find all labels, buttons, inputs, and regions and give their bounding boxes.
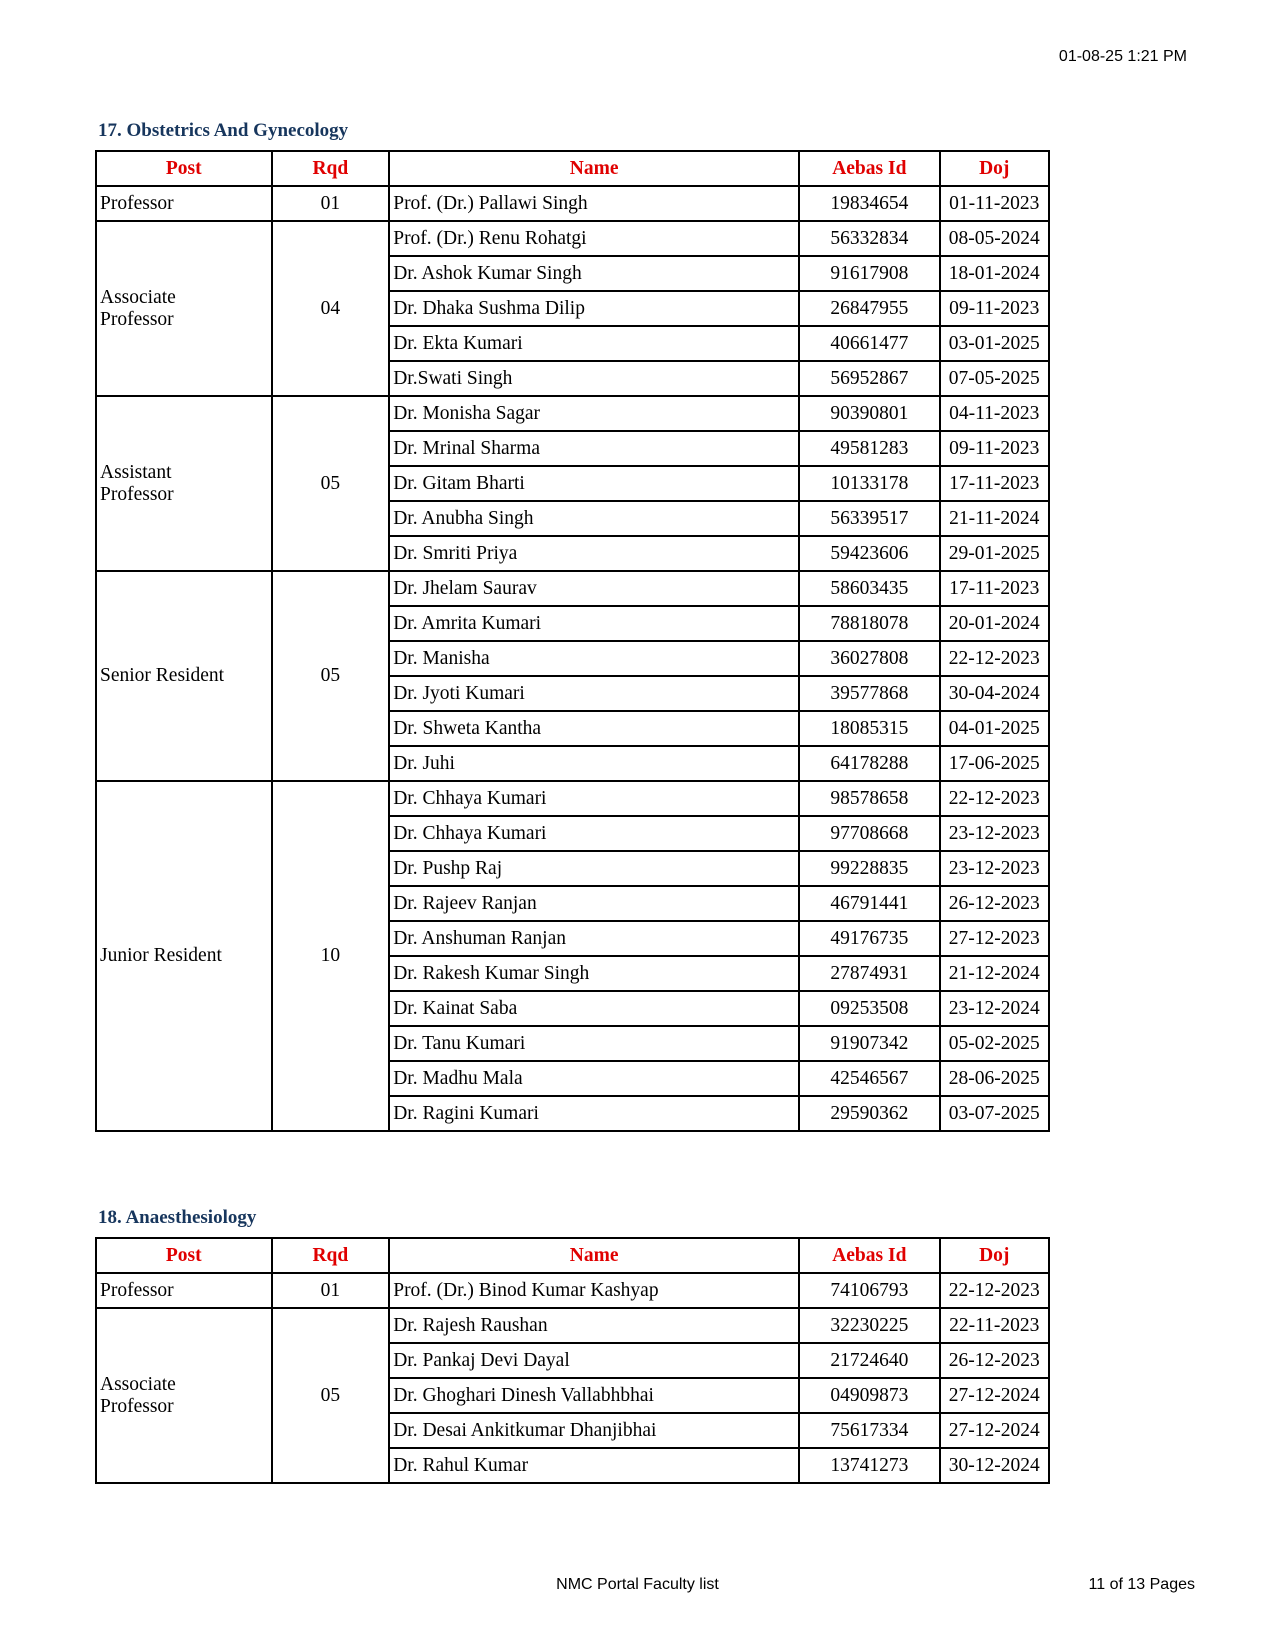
name-cell: Dr. Rajeev Ranjan: [389, 886, 799, 921]
name-cell: Dr. Rakesh Kumar Singh: [389, 956, 799, 991]
name-cell: Dr. Manisha: [389, 641, 799, 676]
name-cell: Dr. Tanu Kumari: [389, 1026, 799, 1061]
name-cell: Dr. Pushp Raj: [389, 851, 799, 886]
aebas-id-cell: 64178288: [799, 746, 939, 781]
doj-cell: 04-11-2023: [940, 396, 1049, 431]
doj-cell: 17-11-2023: [940, 571, 1049, 606]
doj-cell: 30-04-2024: [940, 676, 1049, 711]
aebas-id-cell: 27874931: [799, 956, 939, 991]
post-cell: Assistant Professor: [96, 396, 272, 571]
name-cell: Dr. Chhaya Kumari: [389, 816, 799, 851]
rqd-cell: 05: [272, 396, 390, 571]
doj-cell: 20-01-2024: [940, 606, 1049, 641]
aebas-id-cell: 32230225: [799, 1308, 939, 1343]
aebas-id-cell: 74106793: [799, 1273, 939, 1308]
aebas-id-cell: 21724640: [799, 1343, 939, 1378]
aebas-id-cell: 36027808: [799, 641, 939, 676]
post-cell: Professor: [96, 186, 272, 221]
name-cell: Dr. Dhaka Sushma Dilip: [389, 291, 799, 326]
table-row: [96, 396, 1049, 431]
post-cell: Senior Resident: [96, 571, 272, 781]
doj-cell: 23-12-2023: [940, 851, 1049, 886]
aebas-id-cell: 98578658: [799, 781, 939, 816]
table-body: [96, 1273, 1049, 1483]
table-body: [96, 186, 1049, 1131]
name-cell: Dr. Desai Ankitkumar Dhanjibhai: [389, 1413, 799, 1448]
header-doj: Doj: [940, 151, 1049, 186]
doj-cell: 26-12-2023: [940, 886, 1049, 921]
rqd-cell: 05: [272, 571, 390, 781]
aebas-id-cell: 97708668: [799, 816, 939, 851]
section-title-anaesthesiology: 18. Anaesthesiology: [98, 1207, 257, 1228]
name-cell: Dr. Kainat Saba: [389, 991, 799, 1026]
table-row: [96, 1308, 1049, 1343]
header-rqd: Rqd: [272, 1238, 390, 1273]
aebas-id-cell: 91907342: [799, 1026, 939, 1061]
name-cell: Dr. Chhaya Kumari: [389, 781, 799, 816]
header-aebas-id: Aebas Id: [799, 1238, 939, 1273]
aebas-id-cell: 58603435: [799, 571, 939, 606]
aebas-id-cell: 78818078: [799, 606, 939, 641]
doj-cell: 17-11-2023: [940, 466, 1049, 501]
name-cell: Dr. Ekta Kumari: [389, 326, 799, 361]
table-header-row: [96, 1238, 1049, 1273]
doj-cell: 07-05-2025: [940, 361, 1049, 396]
doj-cell: 22-12-2023: [940, 641, 1049, 676]
aebas-id-cell: 13741273: [799, 1448, 939, 1483]
rqd-cell: 10: [272, 781, 390, 1131]
name-cell: Dr. Anshuman Ranjan: [389, 921, 799, 956]
aebas-id-cell: 09253508: [799, 991, 939, 1026]
name-cell: Dr. Amrita Kumari: [389, 606, 799, 641]
doj-cell: 17-06-2025: [940, 746, 1049, 781]
table-row: [96, 186, 1049, 221]
table-row: [96, 571, 1049, 606]
footer-title: NMC Portal Faculty list: [556, 1576, 719, 1593]
doj-cell: 28-06-2025: [940, 1061, 1049, 1096]
aebas-id-cell: 42546567: [799, 1061, 939, 1096]
aebas-id-cell: 75617334: [799, 1413, 939, 1448]
post-cell: Associate Professor: [96, 221, 272, 396]
header-doj: Doj: [940, 1238, 1049, 1273]
table-row: [96, 781, 1049, 816]
aebas-id-cell: 56952867: [799, 361, 939, 396]
aebas-id-cell: 56332834: [799, 221, 939, 256]
name-cell: Dr. Jhelam Saurav: [389, 571, 799, 606]
aebas-id-cell: 39577868: [799, 676, 939, 711]
doj-cell: 23-12-2024: [940, 991, 1049, 1026]
aebas-id-cell: 04909873: [799, 1378, 939, 1413]
doj-cell: 29-01-2025: [940, 536, 1049, 571]
section-title-obstetrics: 17. Obstetrics And Gynecology: [98, 120, 349, 141]
aebas-id-cell: 26847955: [799, 291, 939, 326]
name-cell: Prof. (Dr.) Pallawi Singh: [389, 186, 799, 221]
doj-cell: 21-11-2024: [940, 501, 1049, 536]
aebas-id-cell: 10133178: [799, 466, 939, 501]
doj-cell: 04-01-2025: [940, 711, 1049, 746]
doj-cell: 18-01-2024: [940, 256, 1049, 291]
doj-cell: 23-12-2023: [940, 816, 1049, 851]
doj-cell: 03-07-2025: [940, 1096, 1049, 1131]
faculty-table-anaesthesiology: [95, 1237, 1050, 1484]
doj-cell: 27-12-2023: [940, 921, 1049, 956]
print-timestamp: 01-08-25 1:21 PM: [1058, 48, 1187, 65]
post-cell: Junior Resident: [96, 781, 272, 1131]
name-cell: Dr. Juhi: [389, 746, 799, 781]
name-cell: Dr. Ragini Kumari: [389, 1096, 799, 1131]
table-row: [96, 221, 1049, 256]
header-name: Name: [389, 151, 799, 186]
aebas-id-cell: 18085315: [799, 711, 939, 746]
rqd-cell: 05: [272, 1308, 390, 1483]
name-cell: Dr. Ashok Kumar Singh: [389, 256, 799, 291]
doj-cell: 01-11-2023: [940, 186, 1049, 221]
header-rqd: Rqd: [272, 151, 390, 186]
header-post: Post: [96, 1238, 272, 1273]
aebas-id-cell: 49581283: [799, 431, 939, 466]
doj-cell: 26-12-2023: [940, 1343, 1049, 1378]
rqd-cell: 01: [272, 186, 390, 221]
faculty-table-obstetrics: [95, 150, 1050, 1132]
name-cell: Dr. Mrinal Sharma: [389, 431, 799, 466]
name-cell: Dr. Madhu Mala: [389, 1061, 799, 1096]
doj-cell: 27-12-2024: [940, 1413, 1049, 1448]
doj-cell: 08-05-2024: [940, 221, 1049, 256]
aebas-id-cell: 59423606: [799, 536, 939, 571]
post-cell: Associate Professor: [96, 1308, 272, 1483]
doj-cell: 09-11-2023: [940, 431, 1049, 466]
table-header-row: [96, 151, 1049, 186]
name-cell: Dr.Swati Singh: [389, 361, 799, 396]
aebas-id-cell: 91617908: [799, 256, 939, 291]
name-cell: Dr. Smriti Priya: [389, 536, 799, 571]
doj-cell: 05-02-2025: [940, 1026, 1049, 1061]
name-cell: Dr. Rahul Kumar: [389, 1448, 799, 1483]
doj-cell: 22-12-2023: [940, 1273, 1049, 1308]
header-aebas-id: Aebas Id: [799, 151, 939, 186]
table-row: [96, 1273, 1049, 1308]
name-cell: Prof. (Dr.) Binod Kumar Kashyap: [389, 1273, 799, 1308]
name-cell: Prof. (Dr.) Renu Rohatgi: [389, 221, 799, 256]
name-cell: Dr. Ghoghari Dinesh Vallabhbhai: [389, 1378, 799, 1413]
aebas-id-cell: 40661477: [799, 326, 939, 361]
name-cell: Dr. Anubha Singh: [389, 501, 799, 536]
rqd-cell: 01: [272, 1273, 390, 1308]
post-cell: Professor: [96, 1273, 272, 1308]
aebas-id-cell: 46791441: [799, 886, 939, 921]
aebas-id-cell: 29590362: [799, 1096, 939, 1131]
doj-cell: 09-11-2023: [940, 291, 1049, 326]
page-number: 11 of 13 Pages: [1088, 1576, 1195, 1593]
rqd-cell: 04: [272, 221, 390, 396]
doj-cell: 21-12-2024: [940, 956, 1049, 991]
name-cell: Dr. Shweta Kantha: [389, 711, 799, 746]
name-cell: Dr. Gitam Bharti: [389, 466, 799, 501]
name-cell: Dr. Pankaj Devi Dayal: [389, 1343, 799, 1378]
doj-cell: 30-12-2024: [940, 1448, 1049, 1483]
doj-cell: 22-12-2023: [940, 781, 1049, 816]
name-cell: Dr. Rajesh Raushan: [389, 1308, 799, 1343]
aebas-id-cell: 19834654: [799, 186, 939, 221]
doj-cell: 03-01-2025: [940, 326, 1049, 361]
aebas-id-cell: 56339517: [799, 501, 939, 536]
name-cell: Dr. Jyoti Kumari: [389, 676, 799, 711]
aebas-id-cell: 49176735: [799, 921, 939, 956]
doj-cell: 22-11-2023: [940, 1308, 1049, 1343]
aebas-id-cell: 90390801: [799, 396, 939, 431]
doj-cell: 27-12-2024: [940, 1378, 1049, 1413]
header-name: Name: [389, 1238, 799, 1273]
name-cell: Dr. Monisha Sagar: [389, 396, 799, 431]
aebas-id-cell: 99228835: [799, 851, 939, 886]
header-post: Post: [96, 151, 272, 186]
